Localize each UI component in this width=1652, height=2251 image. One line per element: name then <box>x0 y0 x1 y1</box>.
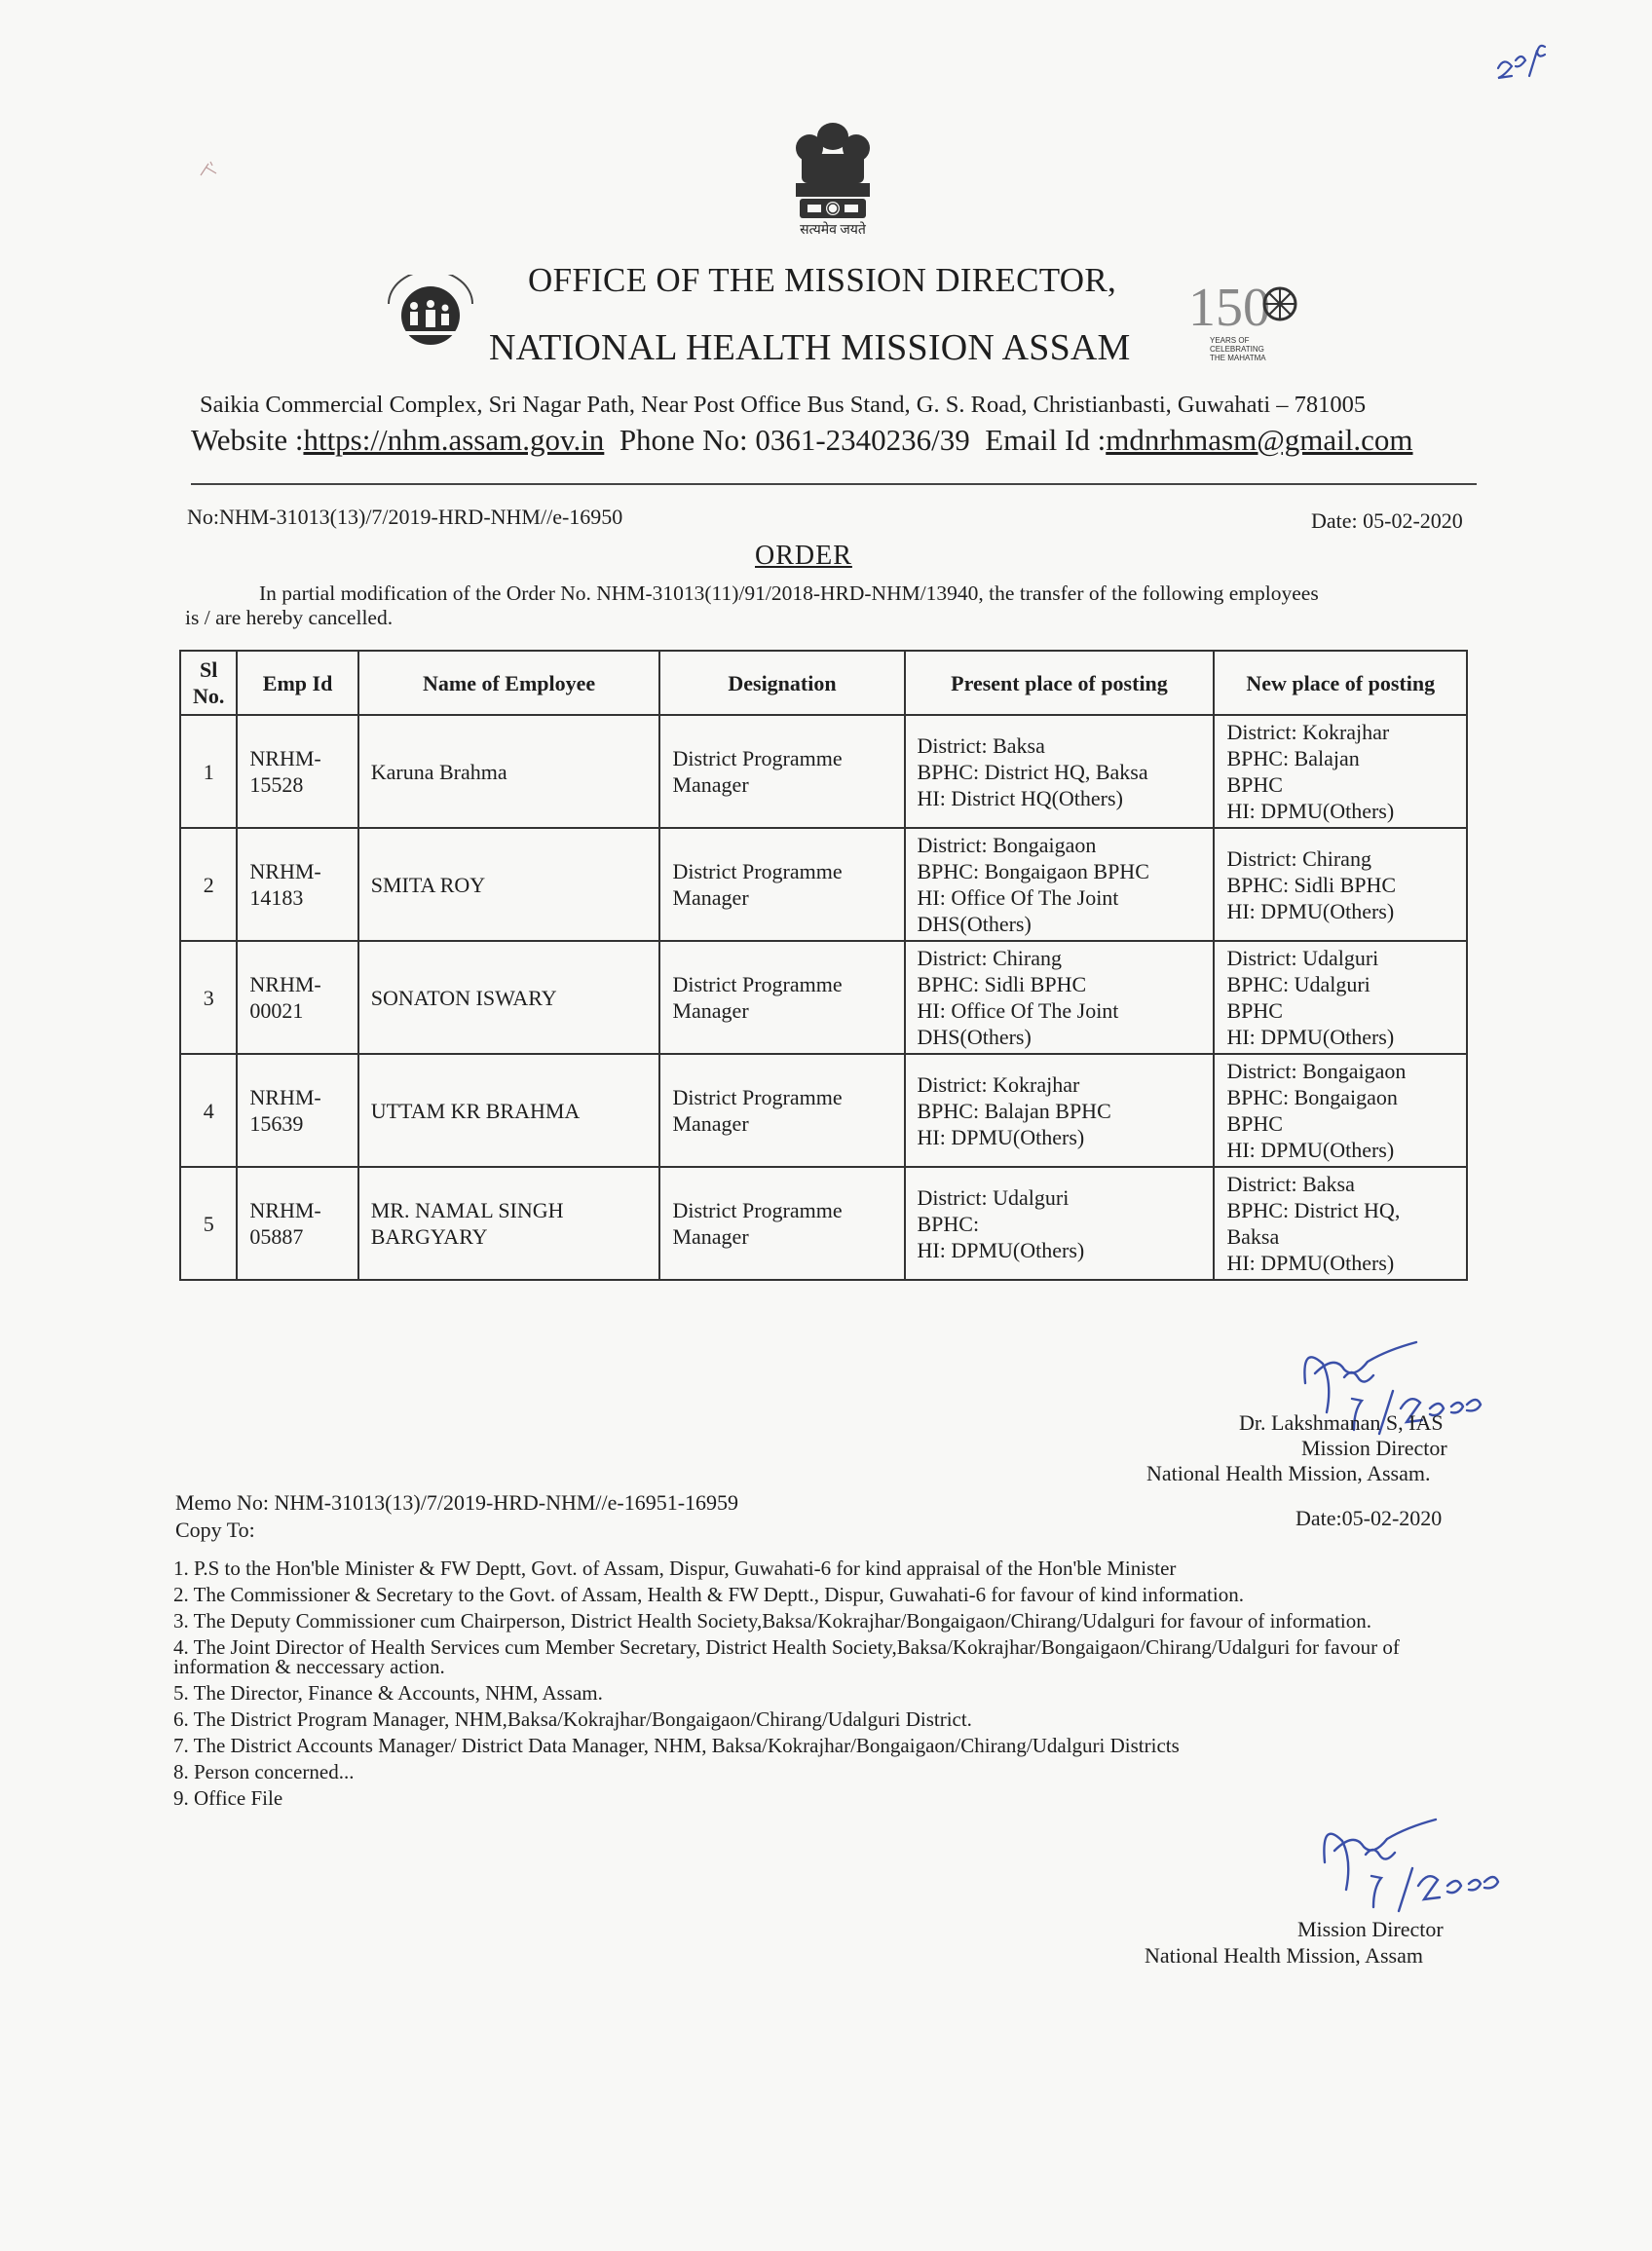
cell-sl: 2 <box>180 828 237 941</box>
signatory-name: Dr. Lakshmanan S, IAS <box>1239 1410 1444 1435</box>
mission-title: NATIONAL HEALTH MISSION ASSAM <box>489 327 1131 368</box>
office-address: Saikia Commercial Complex, Sri Nagar Path, Near Post Office Bus Stand, G. S. Road, Christianbasti, Guwahati – 781005 <box>200 392 1367 418</box>
office-title: OFFICE OF THE MISSION DIRECTOR, <box>528 261 1117 299</box>
cell-employee-name: UTTAM KR BRAHMA <box>358 1054 660 1167</box>
col-header-new-posting: New place of posting <box>1214 651 1467 715</box>
svg-text:YEARS OF: YEARS OF <box>1210 336 1250 345</box>
contact-line <box>191 423 1413 458</box>
cell-present-posting: District: Bongaigaon BPHC: Bongaigaon BPHC HI: Office Of The Joint DHS(Others) <box>905 828 1215 941</box>
cell-new-posting: District: Bongaigaon BPHC: Bongaigaon BPHC HI: DPMU(Others) <box>1214 1054 1467 1167</box>
website-link[interactable]: https://nhm.assam.gov.in <box>303 423 605 457</box>
cell-employee-name: MR. NAMAL SINGH BARGYARY <box>358 1167 660 1280</box>
header-divider <box>191 483 1477 485</box>
cell-emp-id: NRHM- 14183 <box>237 828 357 941</box>
cell-sl: 5 <box>180 1167 237 1280</box>
table-row <box>180 1054 1467 1167</box>
table-row <box>180 715 1467 828</box>
table-row <box>180 941 1467 1054</box>
cell-employee-name: SMITA ROY <box>358 828 660 941</box>
cell-present-posting: District: Udalguri BPHC: HI: DPMU(Others) <box>905 1167 1215 1280</box>
svg-text:THE MAHATMA: THE MAHATMA <box>1210 354 1266 362</box>
copy-to-label: Copy To: <box>175 1518 255 1542</box>
cell-new-posting: District: Baksa BPHC: District HQ, Baksa HI: DPMU(Others) <box>1214 1167 1467 1280</box>
order-heading: ORDER <box>755 541 852 571</box>
memo-date: Date:05-02-2020 <box>1295 1506 1443 1530</box>
final-signatory-organisation: National Health Mission, Assam <box>1145 1943 1423 1968</box>
list-item: 6. The District Program Manager, NHM,Baksa/Kokrajhar/Bongaigaon/Chirang/Udalguri District. <box>173 1707 972 1731</box>
phone-number: Phone No: 0361-2340236/39 <box>619 423 970 457</box>
copy-to-list <box>173 1558 1479 1815</box>
signatory-organisation: National Health Mission, Assam. <box>1146 1461 1431 1485</box>
cell-employee-name: Karuna Brahma <box>358 715 660 828</box>
list-item: 9. Office File <box>173 1786 283 1810</box>
table-row <box>180 828 1467 941</box>
table-header-row <box>180 651 1467 715</box>
cell-emp-id: NRHM- 15528 <box>237 715 357 828</box>
cell-employee-name: SONATON ISWARY <box>358 941 660 1054</box>
col-header-present-posting: Present place of posting <box>905 651 1215 715</box>
handwritten-page-number <box>1490 27 1578 86</box>
list-item: 5. The Director, Finance & Accounts, NHM, Assam. <box>173 1681 603 1705</box>
col-header-emp-id: Emp Id <box>237 651 357 715</box>
nhm-logo-icon <box>377 275 484 353</box>
cell-new-posting: District: Kokrajhar BPHC: Balajan BPHC HI: DPMU(Others) <box>1214 715 1467 828</box>
list-item: 1. P.S to the Hon'ble Minister & FW Deptt, Govt. of Assam, Dispur, Guwahati-6 for kind appraisal of the Hon'ble Minister <box>173 1557 1177 1580</box>
gandhi-number: 150 <box>1188 278 1270 338</box>
svg-text:CELEBRATING: CELEBRATING <box>1210 345 1264 354</box>
signatory-designation: Mission Director <box>1301 1436 1447 1460</box>
cell-emp-id: NRHM- 00021 <box>237 941 357 1054</box>
email-link[interactable]: mdnrhmasm@gmail.com <box>1106 423 1413 457</box>
gandhi-150-logo-icon <box>1186 261 1303 368</box>
website-label: Website : <box>191 423 304 457</box>
cell-sl: 1 <box>180 715 237 828</box>
list-item: 4. The Joint Director of Health Services cum Member Secretary, District Health Society,Baksa/Kokrajhar/Bongaigaon/Chirang/Udalguri for favour of information & neccessary action. <box>173 1635 1400 1678</box>
emblem-motto: सत्यमेव जयते <box>800 223 866 238</box>
list-item: 2. The Commissioner & Secretary to the Govt. of Assam, Health & FW Deptt., Dispur, Guwahati-6 for favour of kind information. <box>173 1583 1244 1606</box>
cell-sl: 3 <box>180 941 237 1054</box>
cell-designation: District Programme Manager <box>659 1167 904 1280</box>
cell-designation: District Programme Manager <box>659 715 904 828</box>
cell-designation: District Programme Manager <box>659 941 904 1054</box>
list-item: 8. Person concerned... <box>173 1760 355 1783</box>
cell-present-posting: District: Baksa BPHC: District HQ, Baksa HI: District HQ(Others) <box>905 715 1215 828</box>
order-intro-line-1: In partial modification of the Order No. NHM-31013(11)/91/2018-HRD-NHM/13940, the transfer of the following employees <box>259 582 1319 605</box>
employee-transfer-table <box>179 650 1468 1281</box>
email-label: Email Id : <box>985 423 1107 457</box>
cell-emp-id: NRHM- 15639 <box>237 1054 357 1167</box>
col-header-sl: Sl No. <box>180 651 237 715</box>
cell-designation: District Programme Manager <box>659 1054 904 1167</box>
col-header-name: Name of Employee <box>358 651 660 715</box>
cell-present-posting: District: Kokrajhar BPHC: Balajan BPHC HI: DPMU(Others) <box>905 1054 1215 1167</box>
table-row <box>180 1167 1467 1280</box>
memo-number: Memo No: NHM-31013(13)/7/2019-HRD-NHM//e-16951-16959 <box>175 1490 739 1515</box>
cell-designation: District Programme Manager <box>659 828 904 941</box>
ink-smudge <box>197 158 226 181</box>
cell-present-posting: District: Chirang BPHC: Sidli BPHC HI: Office Of The Joint DHS(Others) <box>905 941 1215 1054</box>
cell-new-posting: District: Udalguri BPHC: Udalguri BPHC HI: DPMU(Others) <box>1214 941 1467 1054</box>
cell-emp-id: NRHM- 05887 <box>237 1167 357 1280</box>
list-item: 7. The District Accounts Manager/ District Data Manager, NHM, Baksa/Kokrajhar/Bongaigaon/Chirang/Udalguri Districts <box>173 1734 1180 1757</box>
order-intro-line-2: is / are hereby cancelled. <box>185 606 394 629</box>
cell-sl: 4 <box>180 1054 237 1167</box>
col-header-designation: Designation <box>659 651 904 715</box>
order-number: No:NHM-31013(13)/7/2019-HRD-NHM//e-16950 <box>187 505 623 529</box>
cell-new-posting: District: Chirang BPHC: Sidli BPHC HI: DPMU(Others) <box>1214 828 1467 941</box>
order-date: Date: 05-02-2020 <box>1311 508 1463 533</box>
list-item: 3. The Deputy Commissioner cum Chairperson, District Health Society,Baksa/Kokrajhar/Bongaigaon/Chirang/Udalguri for favour of information. <box>173 1609 1371 1632</box>
final-signatory-designation: Mission Director <box>1297 1917 1444 1941</box>
handwritten-signature-2 <box>1305 1790 1568 1917</box>
